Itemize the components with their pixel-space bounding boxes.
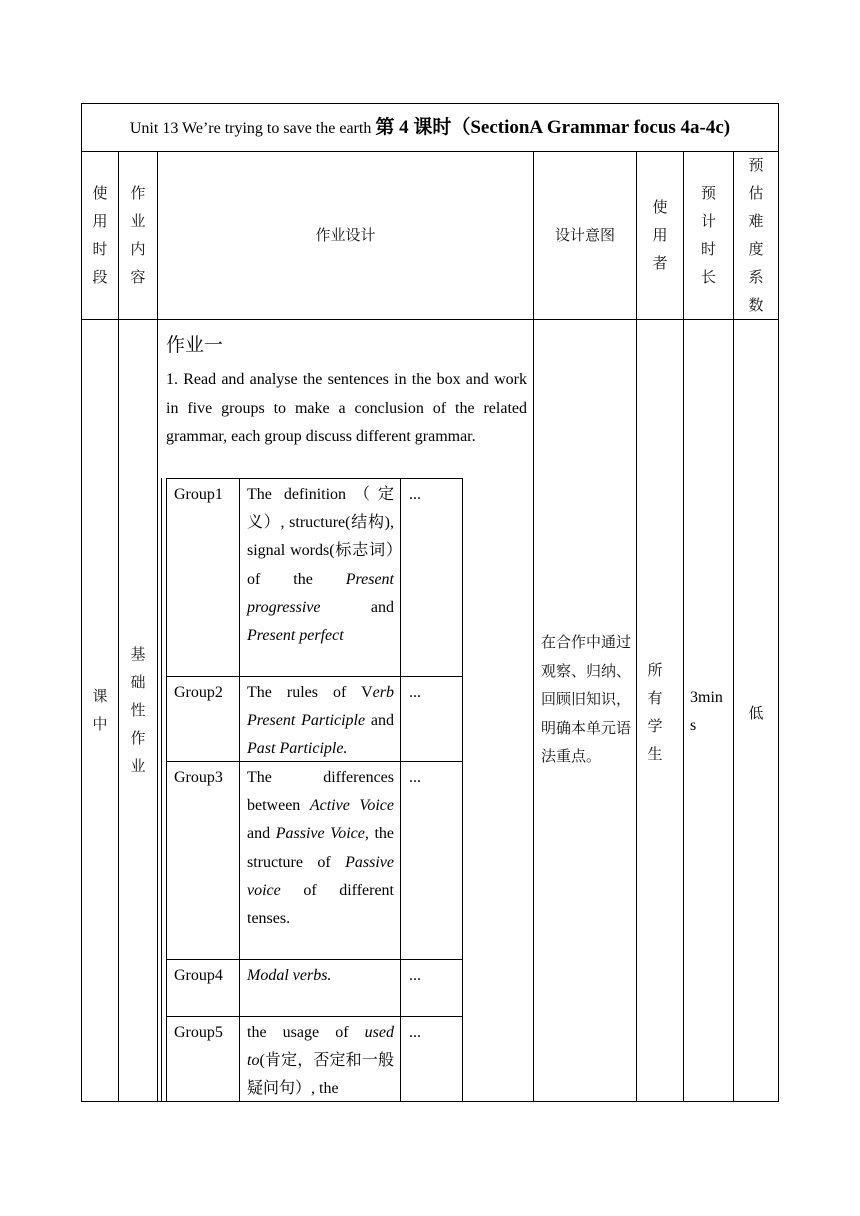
group-answer: ... [409,967,421,984]
page-title: Unit 13 We’re trying to save the earth 第 4 课时（SectionA Grammar focus 4a-4c) [129,117,731,138]
group-name: Group3 [174,769,223,786]
divider [81,151,779,152]
group-answer: ... [409,684,421,701]
col-divider [533,151,534,1102]
difficulty-value: 低 [748,704,764,722]
col-divider [161,478,162,1102]
task-instructions: 1. Read and analyse the sentences in the box and work in five groups to make a conclusion of the related grammar, each group discuss different grammar. [166,371,527,445]
group-answer: ... [409,1024,421,1041]
time-value: 3mins [690,689,723,734]
user-value: 所 有 学 生 [647,661,663,763]
group-name: Group2 [174,684,223,701]
col-divider [118,151,119,1102]
group-topic: the usage of used to(肯定，否定和一般疑问句）, the [247,1024,394,1098]
period-value: 课 中 [92,687,108,733]
col-divider [157,151,158,1102]
group-name: Group1 [174,486,223,503]
design-intent: 在合作中通过观察、归纳、回顾旧知识，明确本单元语法重点。 [541,633,632,765]
group-answer: ... [409,769,421,786]
group-name: Group5 [174,1024,223,1041]
divider [81,319,779,320]
group-topic: The differences between Active Voice and Passive Voice, the structure of Passive voice of different tenses. [247,769,395,928]
group-topic: The rules of Verb Present Participle and Past Participle. [247,684,394,758]
col-divider [683,151,684,1102]
content-value: 基 础 性 作 业 [130,645,146,775]
header-content: 作 业 内 容 [130,184,146,286]
group-topic: Modal verbs. [247,967,332,984]
group-topic: The definition（定义）, structure(结构), signal words(标志词）of the Present progressive and Present perfect [247,486,394,645]
header-intent: 设计意图 [554,226,615,244]
header-difficulty: 预 估 难 度 系 数 [748,156,764,314]
header-design: 作业设计 [315,226,376,244]
col-divider [636,151,637,1102]
group-name: Group4 [174,967,223,984]
group-answer: ... [409,486,421,503]
header-user: 使 用 者 [652,198,668,272]
header-period: 使 用 时 段 [92,184,108,286]
task-heading: 作业一 [166,334,224,356]
header-time: 预 计 时 长 [700,184,716,286]
